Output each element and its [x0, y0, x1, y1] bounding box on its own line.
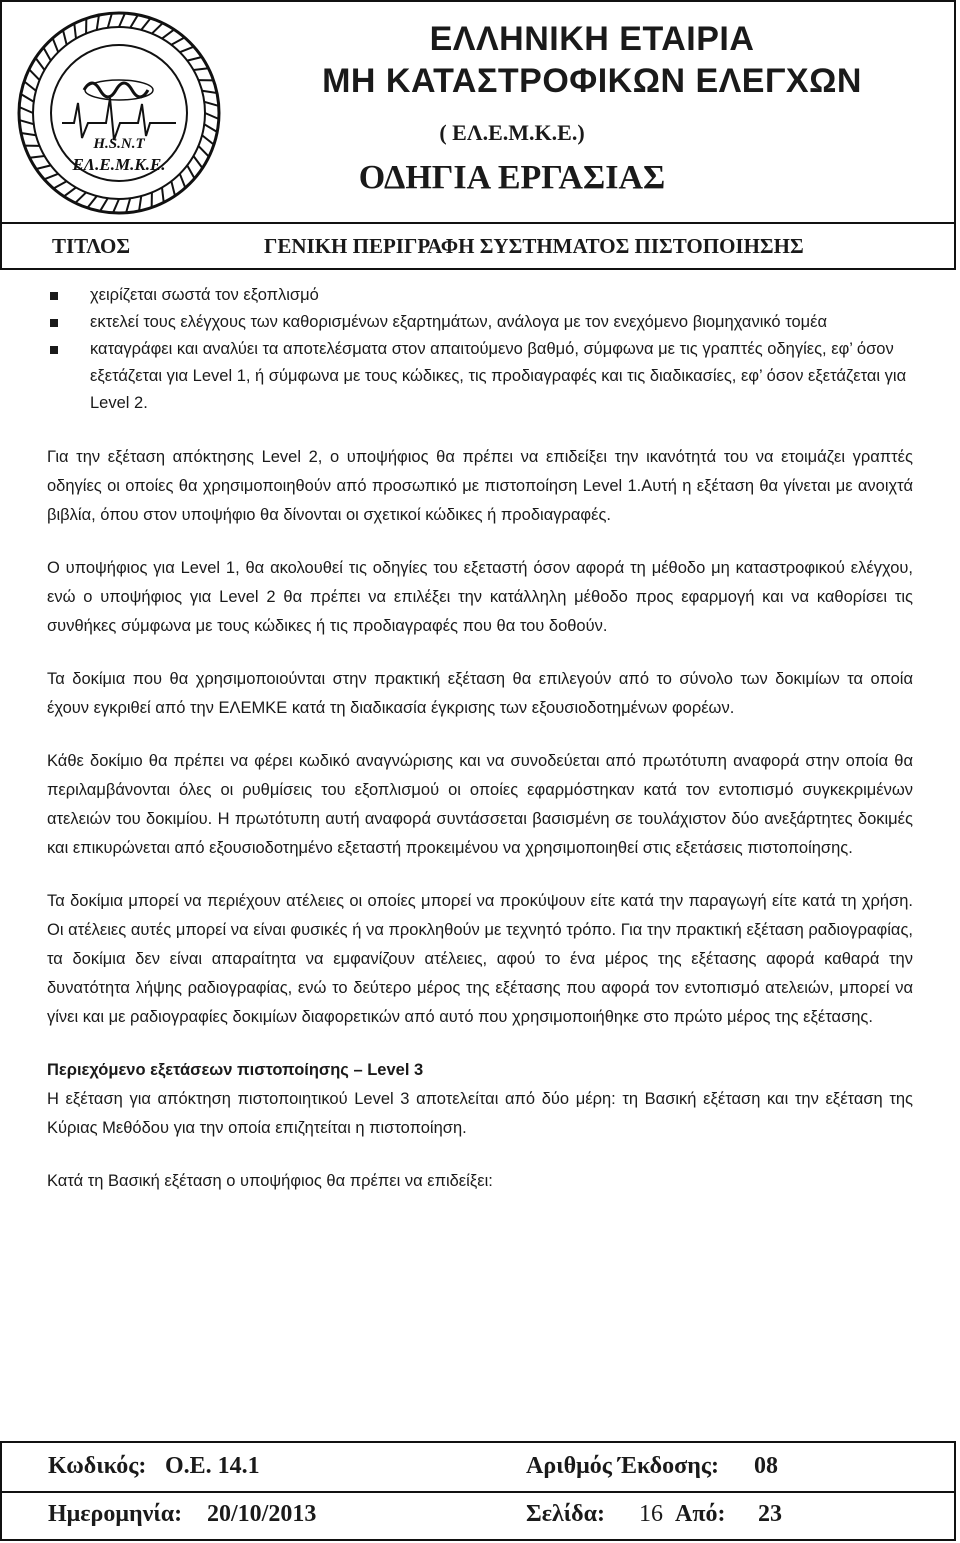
edition-label: Αριθμός Έκδοσης:: [526, 1453, 719, 1479]
seal-tooth: [53, 38, 59, 52]
svg-text:H.S.N.T: H.S.N.T: [93, 136, 145, 152]
seal-tooth: [100, 198, 108, 211]
seal-tooth: [43, 47, 50, 60]
bullet-square-icon: [50, 292, 58, 300]
seal-tooth: [162, 30, 174, 39]
page-of-label: Από:: [675, 1501, 726, 1527]
edition-value: 08: [754, 1453, 778, 1479]
seal-tooth: [21, 133, 36, 135]
seal-tooth: [74, 24, 76, 39]
page-total: 23: [758, 1501, 782, 1527]
seal-tooth: [180, 47, 194, 53]
seal-tooth: [180, 174, 186, 188]
seal-tooth: [87, 196, 96, 208]
document-body: [47, 282, 913, 1196]
seal-tooth: [152, 23, 163, 33]
seal-tooth: [21, 94, 34, 102]
seal-tooth: [205, 113, 219, 119]
page-number: 16: [639, 1501, 663, 1527]
bullet-square-icon: [50, 319, 58, 327]
seal-tooth: [198, 146, 208, 157]
organization-abbreviation: ( ΕΛ.Ε.Μ.Κ.Ε.): [439, 120, 585, 145]
seal-tooth: [108, 13, 112, 27]
seal-tooth: [139, 196, 141, 211]
requirements-list: [47, 282, 913, 417]
paragraph-specimens: Τα δοκίμια που θα χρησιμοποιούνται στην πρακτική εξέταση θα επιλεγούν από το σύνολο των δοκιμίων τα οποία έχουν εγκριθεί από την ΕΛΕΜΚΕ κατά τη διαδικασία έγκρισης των εξουσιοδοτημένων φορέων.: [47, 670, 913, 717]
code-label: Κωδικός:: [48, 1453, 147, 1479]
seal-tooth: [64, 187, 76, 196]
seal-tooth: [187, 165, 194, 178]
paragraph-level2-exam: Για την εξέταση απόκτησης Level 2, ο υποψήφιος θα πρέπει να επιδείξει την ικανότητά του να ετοιμάζει γραπτές οδηγίες οι οποίες θα χρησιμοποιηθούν από προσωπικό με πιστοποίηση Level 1.Αυτή η εξέταση θα γίνεται με ανοιχτά βιβλία, όπου στον υποψήφιο θα δίνονται οι σχετικοί κώδικες ή προδιαγραφές.: [47, 448, 913, 524]
seal-tooth: [113, 199, 119, 213]
seal-tooth: [36, 58, 45, 70]
organization-name-line1: ΕΛΛΗΝΙΚΗ ΕΤΑΙΡΙΑ: [429, 20, 755, 58]
seal-tooth: [193, 68, 208, 70]
seal-tooth: [130, 15, 138, 28]
title-row: [2, 222, 954, 268]
paragraph-specimen-defects: Τα δοκίμια μπορεί να περιέχουν ατέλειες οι οποίες μπορεί να προκύψουν είτε κατά την παραγωγή είτε κατά τη χρήση. Οι ατέλειες αυτές μπορεί να είναι φυσικές ή να προκληθούν με τεχνητό τρόπο. Για την πρακτική εξέταση ραδιογραφίας, τα δοκίμια δεν είναι απαραίτητα να εμφανίζουν ατέλειες, αφού το ένα μέρος της εξέτασης αφορά καθαρά την δυνατότητα λήψης ραδιογραφίας, ενώ το δεύτερο μέρος της εξέτασης που αφορά τον εντοπισμό ατελειών, μπορεί να γίνει και με ραδιογραφίες δοκιμίων διαφορετικών από αυτό που χρησιμοποιήθηκε στο πρώτο μέρος της εξέτασης.: [47, 892, 913, 1026]
bullet-square-icon: [50, 346, 58, 354]
title-label: ΤΙΤΛΟΣ: [52, 234, 131, 258]
seal-tooth: [204, 102, 218, 106]
page-label: Σελίδα:: [526, 1501, 606, 1527]
seal-tooth: [202, 135, 214, 144]
seal-tooth: [204, 124, 217, 132]
title-value: ΓΕΝΙΚΗ ΠΕΡΙΓΡΑΦΗ ΣΥΣΤΗΜΑΤΟΣ ΠΙΣΤΟΠΟΙΗΣΗΣ: [264, 234, 804, 258]
seal-tooth: [30, 156, 45, 158]
seal-tooth: [171, 181, 175, 196]
seal-tooth: [126, 198, 130, 212]
seal-tooth: [24, 81, 36, 90]
seal-tooth: [53, 181, 66, 188]
seal-tooth: [63, 30, 67, 45]
document-footer: [0, 1441, 956, 1541]
seal-tooth: [162, 187, 164, 202]
seal-tooth: [187, 57, 202, 61]
section-heading: Περιεχόμενο εξετάσεων πιστοποίησης – Level 3: [47, 1061, 424, 1079]
date-label: Ημερομηνία:: [48, 1501, 183, 1527]
list-item: χειρίζεται σωστά τον εξοπλισμό: [47, 282, 913, 309]
seal-tooth: [171, 37, 184, 44]
list-item: καταγράφει και αναλύει τα αποτελέσματα στον απαιτούμενο βαθμό, σύμφωνα με τις γραπτές οδηγίες, εφ’ όσον εξετάζεται για Level 1, ή σύμφωνα με τους κώδικες, τις προδιαγραφές και τις διαδικασίες, εφ’ όσον εξετάζεται για Level 2.: [47, 336, 913, 417]
organization-name-line2: ΜΗ ΚΑΤΑΣΤΡΟΦΙΚΩΝ ΕΛΕΓΧΩΝ: [322, 62, 862, 100]
list-item: εκτελεί τους ελέγχους των καθορισμένων εξαρτημάτων, ανάλογα με τον ενεχόμενο βιομηχανικό τομέα: [47, 309, 913, 336]
paragraph-method-selection: Ο υποψήφιος για Level 1, θα ακολουθεί τις οδηγίες του εξεταστή όσον αφορά τη μέθοδο μη καταστροφικού ελέγχου, ενώ ο υποψήφιος για Level 2 θα πρέπει να επιλέξει την κατάλληλη μέθοδο προς εφαρμογή και να καθορίσει τις συνθήκες σύμφωνα με τους κώδικες ή τις προδιαγραφές που θα του δοθούν.: [47, 559, 913, 635]
seal-tooth: [141, 18, 150, 30]
seal-icon: [14, 8, 224, 218]
seal-tooth: [19, 107, 33, 113]
seal-tooth: [97, 15, 99, 30]
seal-tooth: [36, 165, 51, 169]
paragraph-basic-exam-intro: Κατά τη Βασική εξέταση ο υποψήφιος θα πρέπει να επιδείξει:: [47, 1172, 493, 1190]
footer-divider: [2, 1491, 954, 1493]
seal-tooth: [75, 192, 86, 202]
document-type: ΟΔΗΓΙΑ ΕΡΓΑΣΙΑΣ: [358, 159, 666, 196]
seal-tooth: [119, 13, 125, 27]
seal-tooth: [19, 120, 33, 124]
seal-tooth: [29, 69, 39, 80]
svg-text:ΕΛ.Ε.Μ.Κ.Ε.: ΕΛ.Ε.Μ.Κ.Ε.: [72, 155, 166, 174]
seal-tooth: [193, 156, 202, 168]
document-header: [0, 0, 956, 270]
seal-tooth: [202, 91, 217, 93]
paragraph-level3-exam: Η εξέταση για απόκτηση πιστοποιητικού Level 3 αποτελείται από δύο μέρη: τη Βασική εξέταση και την εξέταση της Κύριας Μεθόδου για την οποία επιζητείται η πιστοποίηση.: [47, 1090, 913, 1137]
society-seal-logo: [14, 8, 224, 218]
paragraph-specimen-report: Κάθε δοκίμιο θα πρέπει να φέρει κωδικό αναγνώρισης και να συνοδεύεται από πρωτότυπη αναφορά στην οποία θα περιλαμβάνονται όλες οι ρυθμίσεις του εξοπλισμού οι οποίες εφαρμόστηκαν κατά τον εντοπισμό συγκεκριμένων ατελειών του δοκιμίου. Η πρωτότυπη αυτή αναφορά συντάσσεται βασισμένη σε τουλάχιστον δύο ανεξάρτητες δοκιμές και επικυρώνεται από εξουσιοδοτημένο εξεταστή προκειμένου να χρησιμοποιηθεί στις εξετάσεις πιστοποίησης.: [47, 752, 913, 857]
seal-tooth: [44, 174, 58, 180]
date-value: 20/10/2013: [207, 1501, 317, 1527]
code-value: Ο.Ε. 14.1: [165, 1453, 260, 1479]
